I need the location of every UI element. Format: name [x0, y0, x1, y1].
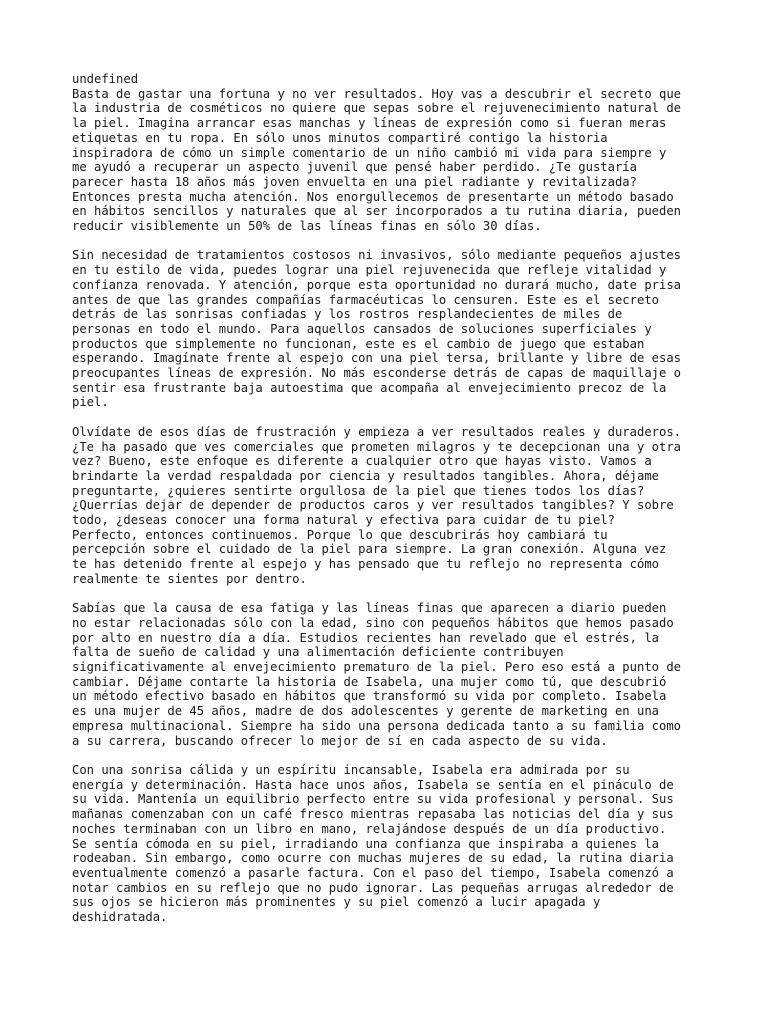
paragraph-4: Sabías que la causa de esa fatiga y las líneas finas que aparecen a diario pueden no estar relacionadas sólo con la edad, sino con pequeños hábitos que hemos pasado por alto en nuestro día a día. Estudios recientes han revelado que el estrés, la falta de sueño de calidad y una alimentación deficiente contribuyen significativamente al envejecimiento prematuro de la piel. Pero eso está a punto de cambiar. Déjame contarte la historia de Isabela, una mujer como tú, que descubrió un método efectivo basado en hábitos que transformó su vida por completo. Isabela es una mujer de 45 años, madre de dos adolescentes y gerente de marketing en una empresa multinacional. Siempre ha sido una persona dedicada tanto a su familia como a su carrera, buscando ofrecer lo mejor de sí en cada aspecto de su vida. — [72, 601, 682, 748]
document-page — [72, 72, 702, 925]
paragraph-2: Sin necesidad de tratamientos costosos ni invasivos, sólo mediante pequeños ajustes en tu estilo de vida, puedes lograr una piel rejuvenecida que refleje vitalidad y confianza renovada. Y atención, porque esta oportunidad no durará mucho, date prisa antes de que las grandes compañías farmacéuticas lo censuren. Este es el secreto detrás de las sonrisas confiadas y los rostros resplandecientes de miles de personas en todo el mundo. Para aquellos cansados de soluciones superficiales y productos que simplemente no funcionan, este es el cambio de juego que estaban esperando. Imagínate frente al espejo con una piel tersa, brillante y libre de esas preocupantes líneas de expresión. No más esconderse detrás de capas de maquillaje o sentir esa frustrante baja autoestima que acompaña al envejecimiento precoz de la piel. — [72, 248, 682, 410]
paragraph-3: Olvídate de esos días de frustración y empieza a ver resultados reales y duraderos. ¿Te ha pasado que ves comerciales que prometen milagros y te decepcionan una y otra vez? Bueno, este enfoque es diferente a cualquier otro que hayas visto. Vamos a brindarte la verdad respaldada por ciencia y resultados tangibles. Ahora, déjame preguntarte, ¿quieres sentirte orgullosa de la piel que tienes todos los días? ¿Querrías dejar de depender de productos caros y ver resultados tangibles? Y sobre todo, ¿deseas conocer una forma natural y efectiva para cuidar de tu piel? Perfecto, entonces continuemos. Porque lo que descubrirás hoy cambiará tu percepción sobre el cuidado de la piel para siempre. La gran conexión. Alguna vez te has detenido frente al espejo y has pensado que tu reflejo no representa cómo realmente te sientes por dentro. — [72, 424, 682, 586]
paragraph-1: Basta de gastar una fortuna y no ver resultados. Hoy vas a descubrir el secreto que la industria de cosméticos no quiere que sepas sobre el rejuvenecimiento natural de la piel. Imagina arrancar esas manchas y líneas de expresión como si fueran meras etiquetas en tu ropa. En sólo unos minutos compartiré contigo la historia inspiradora de cómo un simple comentario de un niño cambió mi vida para siempre y me ayudó a recuperar un aspecto juvenil que pensé haber perdido. ¿Te gustaría parecer hasta 18 años más joven envuelta en una piel radiante y revitalizada? Entonces presta mucha atención. Nos enorgullecemos de presentarte un método basado en hábitos sencillos y naturales que al ser incorporados a tu rutina diaria, pueden reducir visiblemente un 50% de las líneas finas en sólo 30 días. — [72, 86, 682, 234]
paragraph-5: Con una sonrisa cálida y un espíritu incansable, Isabela era admirada por su energía y determinación. Hasta hace unos años, Isabela se sentía en el pináculo de su vida. Mantenía un equilibrio perfecto entre su vida profesional y personal. Sus mañanas comenzaban con un café fresco mientras repasaba las noticias del día y sus noches terminaban con un libro en mano, relajándose después de un día productivo. Se sentía cómoda en su piel, irradiando una confianza que inspiraba a quienes la rodeaban. Sin embargo, como ocurre con muchas mujeres de su edad, la rutina diaria eventualmente comenzó a pasarle factura. Con el paso del tiempo, Isabela comenzó a notar cambios en su reflejo que no pudo ignorar. Las pequeñas arrugas alrededor de sus ojos se hicieron más prominentes y su piel comenzó a lucir apagada y deshidratada. — [72, 762, 674, 925]
document-label: undefined — [72, 72, 139, 86]
